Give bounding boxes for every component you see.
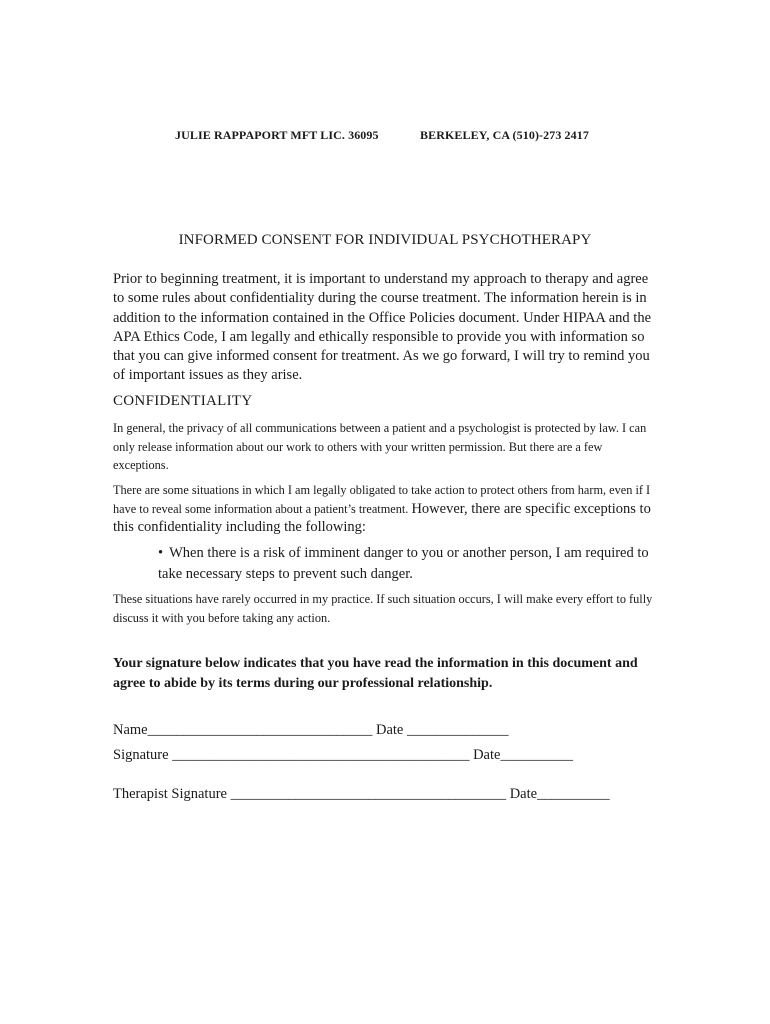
paragraph-2-end: However, there are specific exceptions to this confidentiality including the following: bbox=[113, 500, 651, 535]
bullet-point: • bbox=[158, 545, 164, 561]
location-phone: BERKELEY, CA (510)-273 2417 bbox=[420, 128, 589, 142]
exception-bullet bbox=[158, 543, 663, 584]
confidentiality-paragraph-1: In general, the privacy of all communications between a patient and a psychologist is protected by law. I can only release information about our work to others with your written permission. But there are a few exceptions. bbox=[113, 421, 647, 472]
intro-paragraph: Prior to beginning treatment, it is important to understand my approach to therapy and agree to some rules about confidentiality during the course treatment. The information herein is in addition to the information contained in the Office Policies document. Under HIPAA and the APA Ethics Code, I am legally and ethically responsible to provide you with information so that you can give informed consent for treatment. As we go forward, I will try to remind you of important issues as they arise. bbox=[113, 271, 652, 384]
agreement-statement: Your signature below indicates that you have read the information in this document and agree to abide by its terms during our professional relationship. bbox=[113, 656, 638, 691]
therapist-signature-date-line[interactable]: Therapist Signature ______________________________________ Date__________ bbox=[113, 786, 610, 802]
signature-date-line[interactable]: Signature _________________________________________ Date__________ bbox=[113, 747, 573, 763]
document-title: INFORMED CONSENT FOR INDIVIDUAL PSYCHOTHERAPY bbox=[178, 232, 592, 248]
bullet-text: When there is a risk of imminent danger to you or another person, I am required to take necessary steps to prevent such danger. bbox=[158, 545, 649, 582]
confidentiality-heading: CONFIDENTIALITY bbox=[113, 393, 253, 409]
confidentiality-paragraph-2 bbox=[113, 481, 658, 537]
confidentiality-paragraph-3: These situations have rarely occurred in my practice. If such situation occurs, I will make every effort to fully discuss it with you before taking any action. bbox=[113, 592, 653, 625]
therapist-name-license: JULIE RAPPAPORT MFT LIC. 36095 bbox=[175, 128, 379, 142]
name-date-line[interactable]: Name_______________________________ Date ______________ bbox=[113, 722, 509, 738]
paragraph-2-start: There are some situations in which I am legally obligated to take action to protect others from harm, even if I have to reveal some information about a patient’s treatment. bbox=[113, 483, 651, 516]
